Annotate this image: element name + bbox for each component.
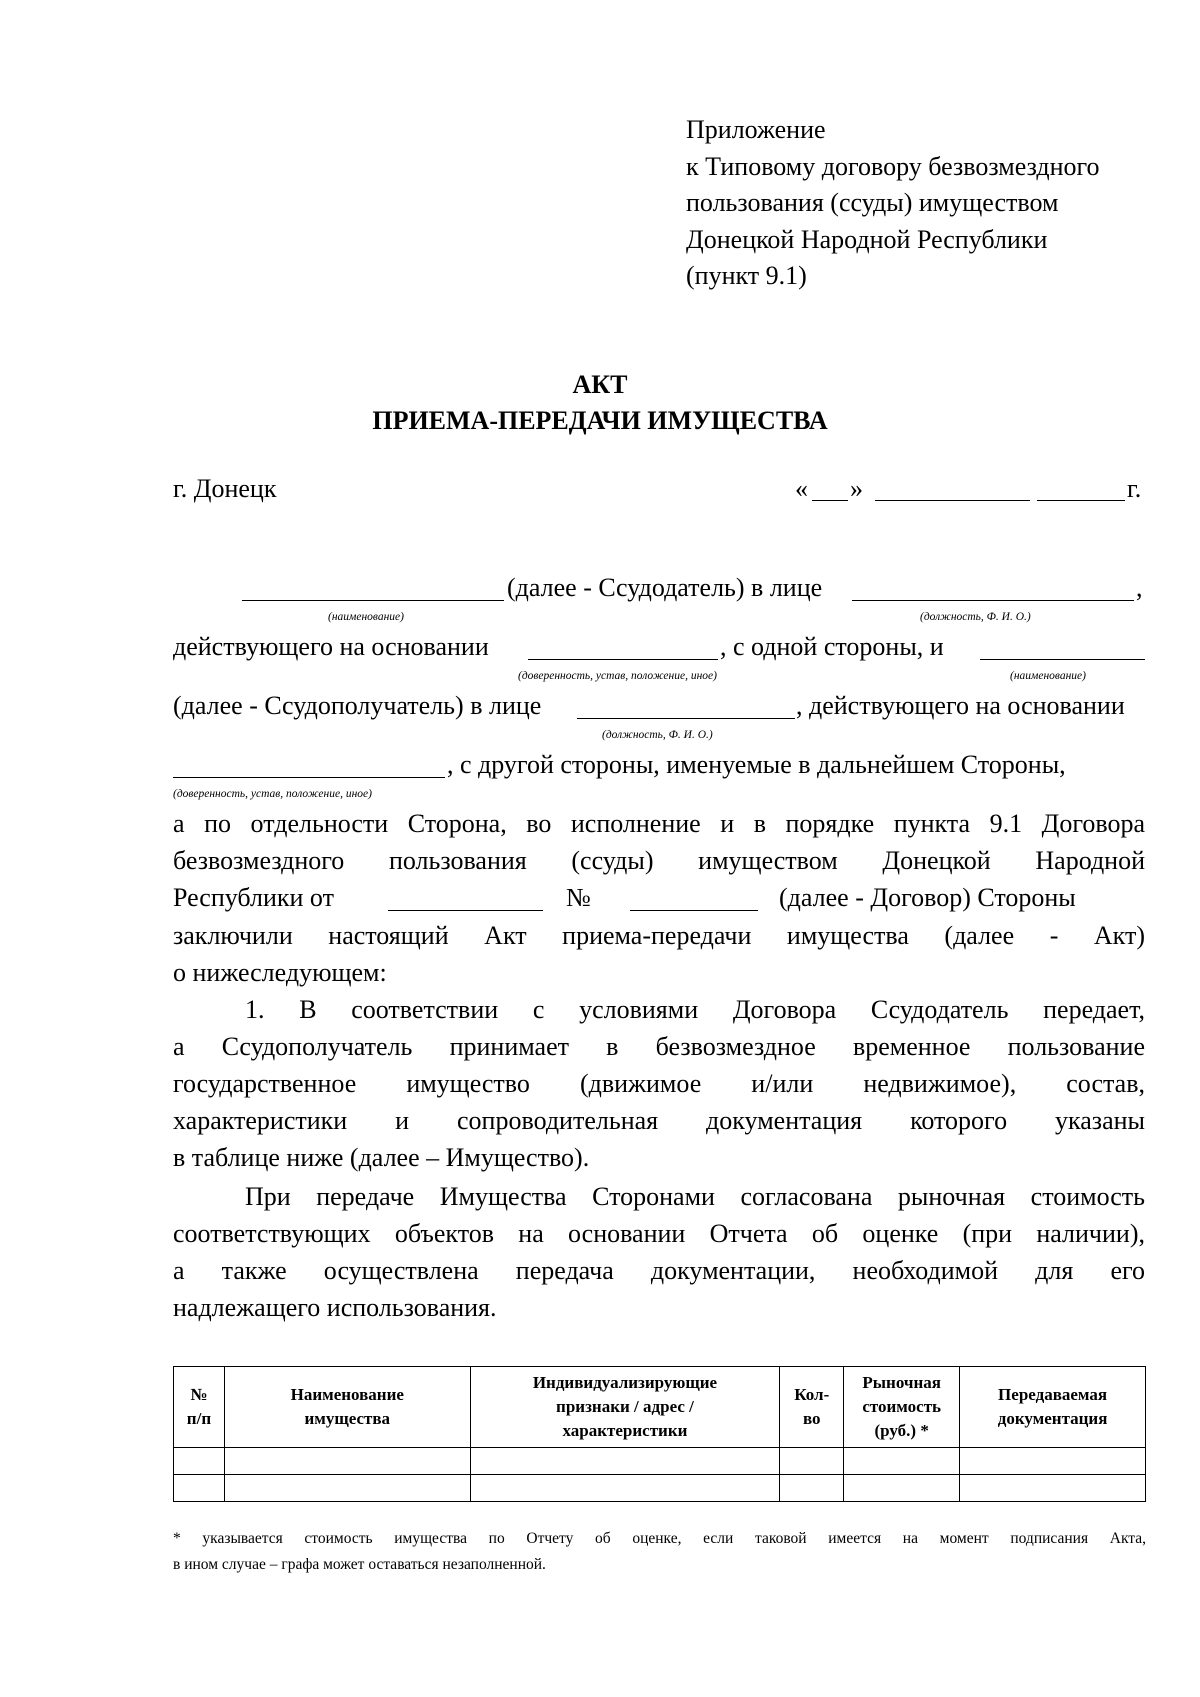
borrower-text: (далее - Ссудополучатель) в лице [173,691,542,720]
contract-date-blank[interactable] [388,910,543,911]
date-close-quote: » [850,474,863,503]
acting-basis-text: действующего на основании [173,632,489,661]
paragraph-line: а по отдельности Сторона, во исполнение и в порядке пункта 9.1 Договора [173,809,1145,838]
appendix-line: (пункт 9.1) [686,261,807,290]
paragraph-line: характеристики и сопроводительная документация которого указаны [173,1106,1145,1135]
header-cell-name: Наименование имущества [224,1367,470,1448]
hint-name: (наименование) [328,611,404,623]
table-cell[interactable] [224,1448,470,1475]
appendix-line: к Типовому договору безвозмездного [686,151,1100,181]
document-subtitle: ПРИЕМА-ПЕРЕДАЧИ ИМУЩЕСТВА [372,406,828,435]
header-cell-quantity: Кол- во [780,1367,844,1448]
appendix-line: пользования (ссуды) имуществом [686,188,1059,217]
paragraph-line: заключили настоящий Акт приема-передачи имущества (далее - Акт) [173,921,1145,950]
header-cell-number: № п/п [174,1367,225,1448]
table-row [174,1448,1146,1475]
date-year-blank[interactable] [1037,500,1125,501]
table-cell[interactable] [470,1475,780,1502]
borrower-basis-blank[interactable] [173,777,445,778]
footnote-line: * указывается стоимость имущества по Отчету об оценке, если таковой имеется на момент подписания Акта, [173,1530,1146,1547]
footnote [173,1526,1146,1578]
paragraph-line: безвозмездного пользования (ссуды) имуществом Донецкой Народной [173,846,1145,875]
appendix-line: Приложение [686,115,826,144]
lender-text: (далее - Ссудодатель) в лице [507,573,823,602]
hint-name-2: (наименование) [1010,670,1086,682]
header-cell-market-value: Рыночная стоимость (руб.) * [844,1367,960,1448]
hint-position-2: (должность, Ф. И. О.) [602,729,713,741]
date-open-quote: « [795,474,808,503]
paragraph-line: надлежащего использования. [173,1293,497,1322]
header-cell-features: Индивидуализирующие признаки / адрес / характеристики [470,1367,780,1448]
acting-basis-text-2: , действующего на основании [796,691,1125,720]
date-day-blank[interactable] [812,500,848,501]
paragraph-line: а Ссудополучатель принимает в безвозмездное временное пользование [173,1032,1145,1061]
borrower-name-blank[interactable] [980,659,1145,660]
document-title: АКТ [572,370,628,399]
paragraph-line: государственное имущество (движимое и/или недвижимое), состав, [173,1069,1145,1098]
table-cell[interactable] [960,1448,1146,1475]
city: г. Донецк [173,474,277,503]
table-row [174,1475,1146,1502]
table-cell[interactable] [224,1475,470,1502]
hint-position: (должность, Ф. И. О.) [920,611,1031,623]
footnote-line: в ином случае – графа может оставаться незаполненной. [173,1556,546,1573]
comma: , [1136,573,1143,602]
contract-number-blank[interactable] [630,910,758,911]
table-cell[interactable] [780,1475,844,1502]
appendix-line: Донецкой Народной Республики [686,224,1048,254]
other-side-text: , с другой стороны, именуемые в дальнейшем Стороны, [447,750,1066,779]
table-cell[interactable] [960,1475,1146,1502]
table-cell[interactable] [844,1475,960,1502]
table-cell[interactable] [174,1475,225,1502]
table-cell[interactable] [844,1448,960,1475]
contract-number-sign: № [566,883,591,912]
date-month-blank[interactable] [875,500,1030,501]
paragraph-line: При передаче Имущества Сторонами согласована рыночная стоимость [245,1182,1145,1211]
paragraph-line: 1. В соответствии с условиями Договора Ссудодатель передает, [245,995,1145,1024]
paragraph-line: в таблице ниже (далее – Имущество). [173,1143,590,1172]
table-cell[interactable] [174,1448,225,1475]
paragraph-line: а также осуществлена передача документации, необходимой для его [173,1256,1145,1285]
year-suffix: г. [1127,474,1142,503]
hint-basis: (доверенность, устав, положение, иное) [518,670,717,682]
lender-position-blank[interactable] [852,600,1134,601]
borrower-position-blank[interactable] [577,718,795,719]
lender-name-blank[interactable] [242,600,504,601]
paragraph-line: о нижеследующем: [173,958,387,987]
contract-from-text: Республики от [173,883,334,912]
table-cell[interactable] [470,1448,780,1475]
appendix-header [686,112,1100,295]
header-cell-documentation: Передаваемая документация [960,1367,1146,1448]
lender-basis-blank[interactable] [528,659,718,660]
table-header-row [174,1367,1146,1448]
table-cell[interactable] [780,1448,844,1475]
property-table [173,1366,1146,1502]
contract-after-text: (далее - Договор) Стороны [779,883,1076,912]
paragraph-line: соответствующих объектов на основании Отчета об оценке (при наличии), [173,1219,1145,1248]
hint-basis-2: (доверенность, устав, положение, иное) [173,788,372,800]
one-side-text: , с одной стороны, и [720,632,944,661]
